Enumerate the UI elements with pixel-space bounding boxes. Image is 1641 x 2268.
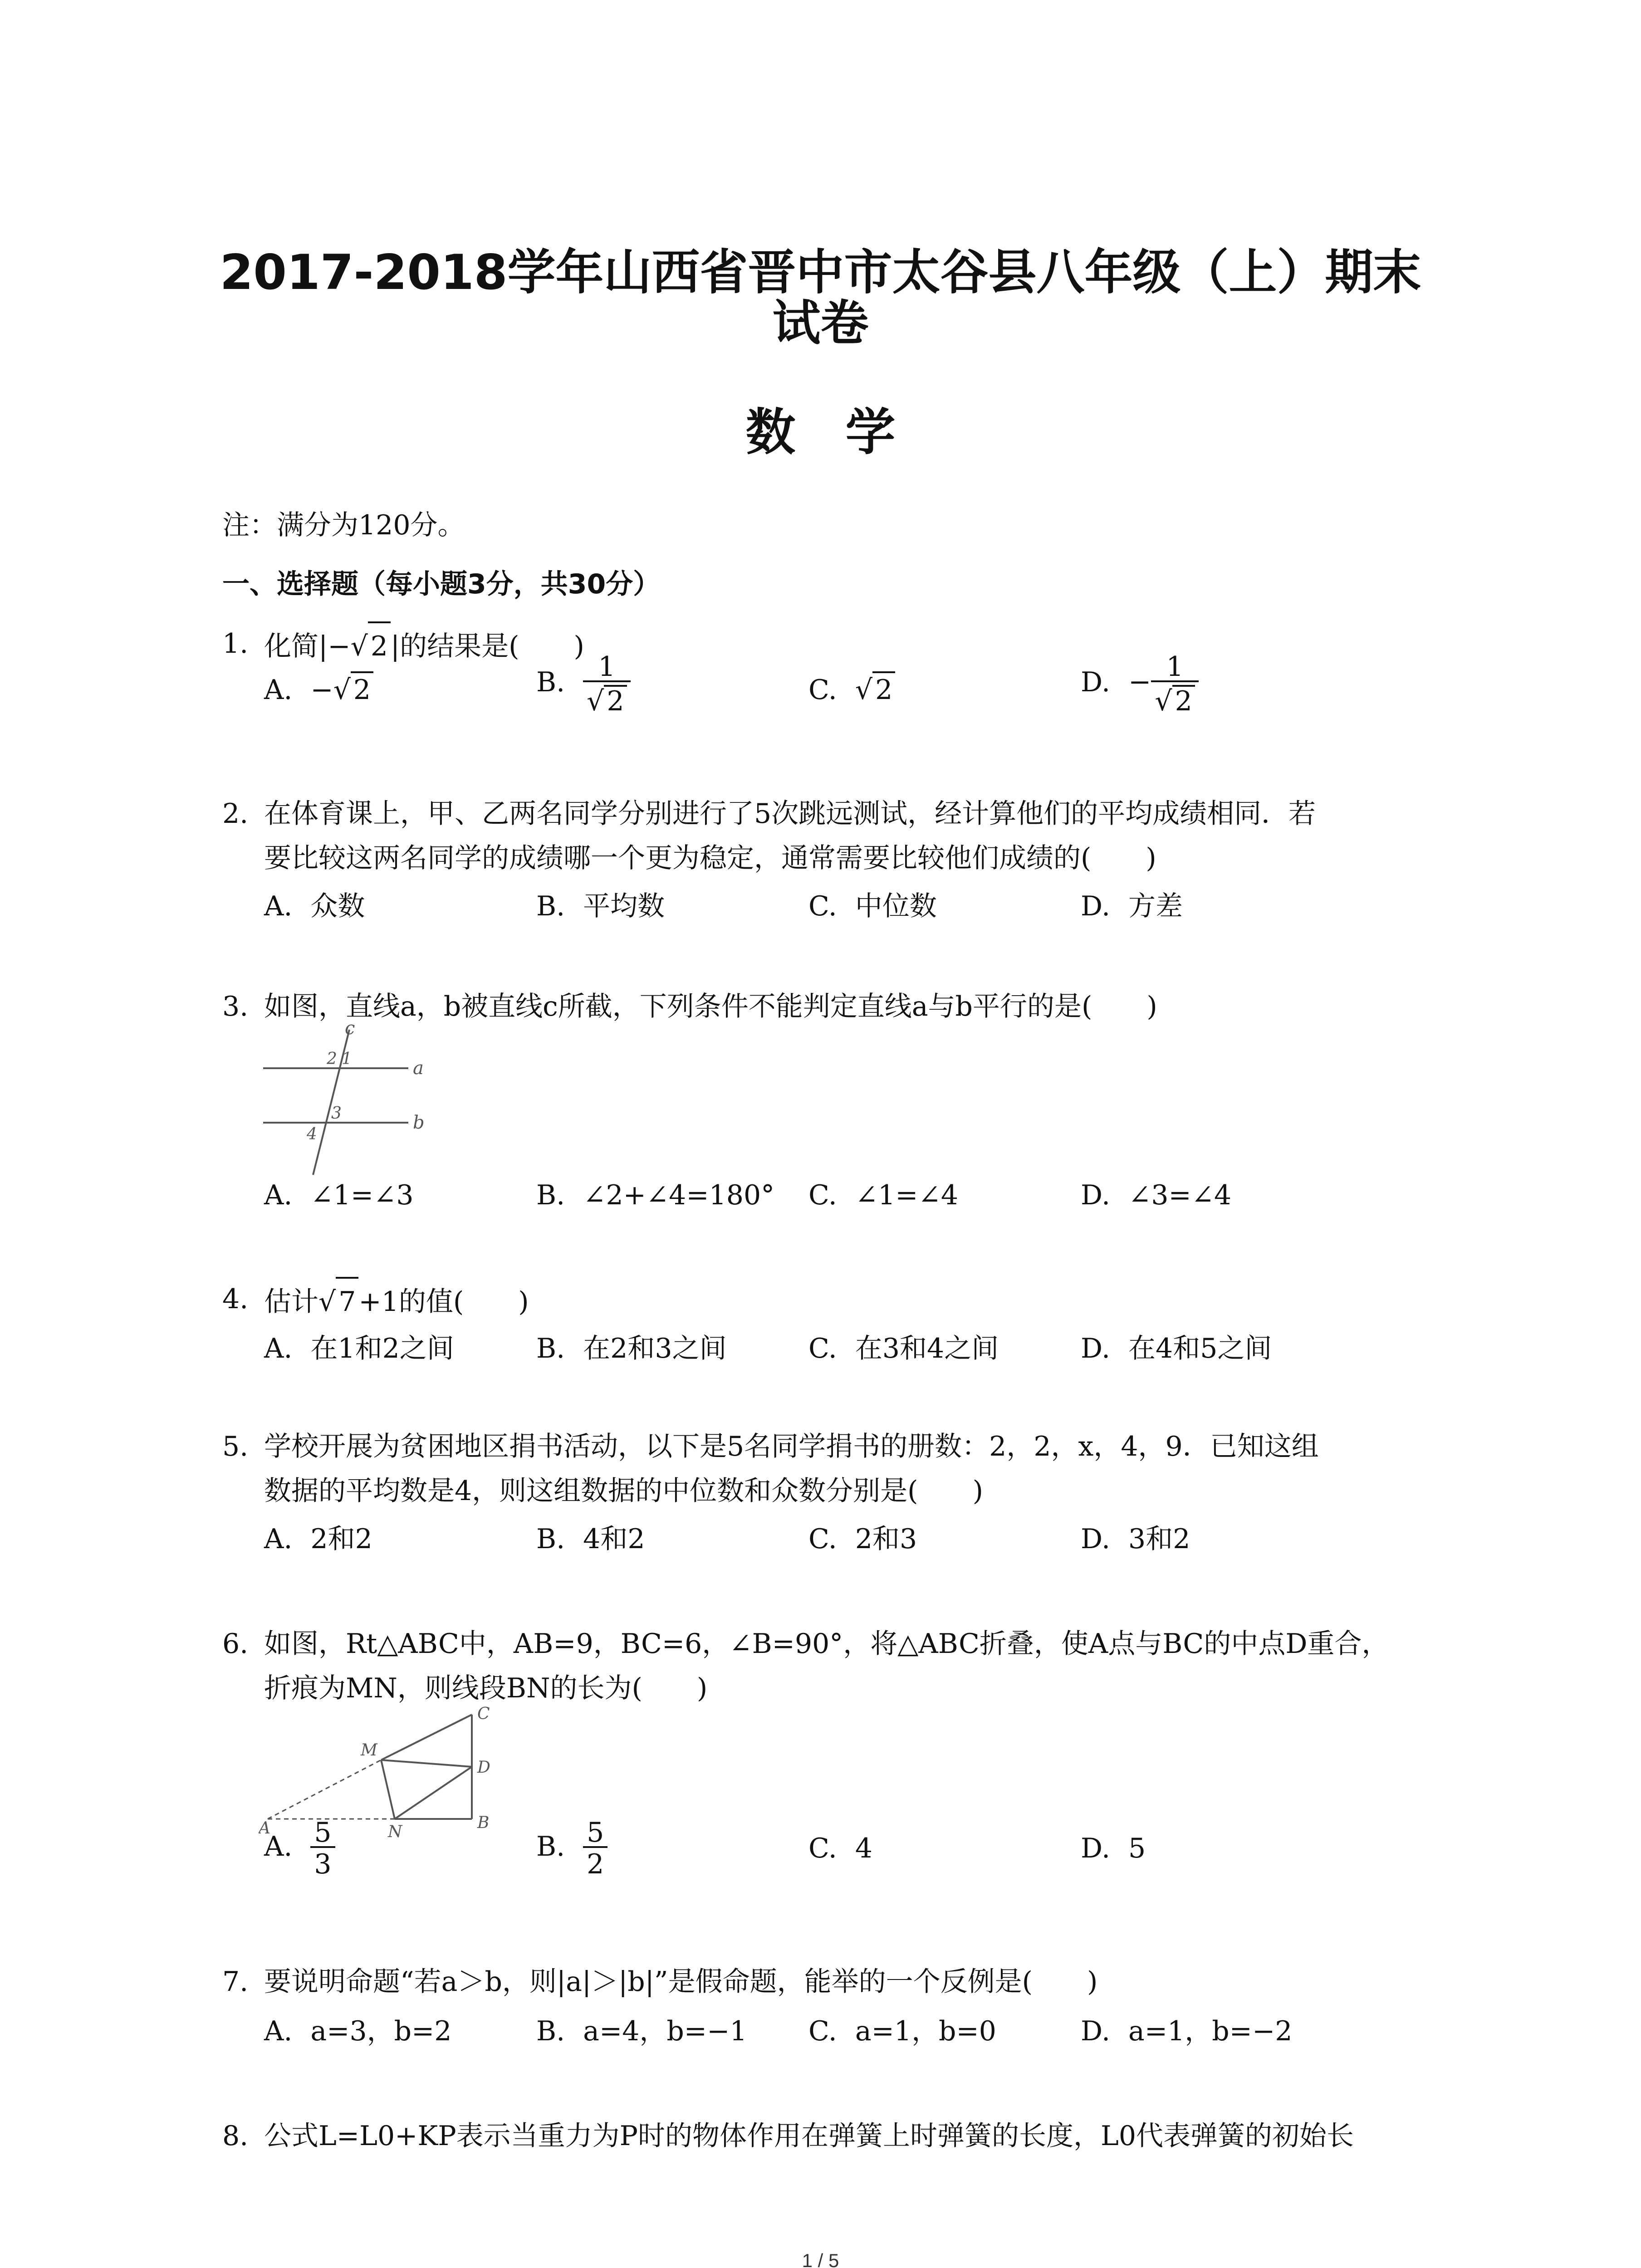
option-c[interactable] [808, 1833, 872, 1864]
option-a[interactable] [264, 885, 365, 924]
sqrt-expression: √ 2 [333, 671, 373, 706]
option-a[interactable] [264, 671, 373, 706]
angle-label-1: 1 [342, 1050, 352, 1068]
option-text: 方差 [1128, 890, 1183, 922]
option-b[interactable] [536, 1179, 774, 1211]
question-number: 4. [222, 1283, 249, 1315]
question-stem [264, 621, 1453, 669]
option-label: A. [264, 1179, 293, 1211]
option-text: ∠1=∠4 [855, 1179, 959, 1211]
option-label: D. [1081, 1833, 1111, 1864]
label-m: M [361, 1741, 377, 1760]
option-label: C. [808, 890, 837, 922]
option-b[interactable] [536, 1517, 645, 1556]
option-b[interactable] [536, 885, 665, 924]
question-7-options [264, 2009, 1444, 2073]
option-a[interactable] [264, 1517, 372, 1556]
minus-sign: − [1128, 666, 1151, 698]
question-number: 8. [222, 2120, 249, 2152]
option-label: C. [808, 674, 837, 706]
option-label: B. [536, 2015, 565, 2047]
question-number: 6. [222, 1628, 249, 1660]
subject-heading: 数学 [745, 403, 945, 461]
option-text: a=3，b=2 [310, 2015, 452, 2047]
option-a[interactable] [264, 1327, 454, 1366]
page-number: 1 / 5 [802, 2250, 839, 2268]
fraction [1151, 653, 1198, 715]
numerator: 1 [1151, 653, 1198, 682]
option-c[interactable] [808, 1517, 917, 1556]
segment-am [268, 1760, 381, 1819]
option-text: 在2和3之间 [583, 1333, 727, 1364]
angle-label-2: 2 [327, 1050, 337, 1068]
question-stem-line2: 折痕为MN，则线段BN的长为( ) [264, 1672, 708, 1704]
question-1-options [264, 651, 1444, 735]
question-4-options [264, 1327, 1444, 1390]
stem-text: 估计 [264, 1286, 318, 1318]
stem-text: +1的值( ) [358, 1286, 529, 1318]
option-b[interactable] [536, 1327, 727, 1366]
label-a: A [259, 1819, 270, 1838]
radicand: 2 [1172, 685, 1195, 715]
question-stem-line1: 在体育课上，甲、乙两名同学分别进行了5次跳远测试，经计算他们的平均成绩相同．若 [264, 798, 1316, 830]
option-text: 2和2 [310, 1523, 372, 1555]
option-d[interactable] [1081, 2009, 1292, 2048]
sqrt-expression: √ 2 [855, 671, 895, 706]
option-text: 中位数 [855, 890, 937, 922]
stem-text: |的结果是( ) [390, 631, 584, 662]
segment-nd [395, 1767, 472, 1819]
label-c: c [345, 1021, 355, 1039]
question-stem: 要说明命题“若a＞b，则|a|＞|b|”是假命题，能举的一个反例是( ) [264, 1966, 1098, 1998]
segment-md [381, 1760, 472, 1767]
question-stem-line2: 数据的平均数是4，则这组数据的中位数和众数分别是( ) [264, 1475, 983, 1507]
question-stem-line1: 如图，Rt△ABC中，AB=9，BC=6，∠B=90°，将△ABC折叠，使A点与BC的中点D重合， [264, 1628, 1389, 1660]
option-label: D. [1081, 666, 1111, 698]
option-text: a=4，b=−1 [583, 2015, 747, 2047]
sqrt-expression: √ 2 [351, 621, 391, 669]
sqrt-expression: √ 2 [1151, 682, 1198, 715]
option-label: B. [536, 666, 565, 698]
option-d[interactable] [1081, 1833, 1146, 1864]
option-text: a=1，b=0 [855, 2015, 996, 2047]
numerator: 5 [310, 1819, 335, 1848]
option-label: C. [808, 1833, 837, 1864]
parallel-lines-diagram [259, 1021, 449, 1184]
option-c[interactable] [808, 1327, 999, 1366]
option-a[interactable] [264, 1179, 414, 1211]
option-text: 4和2 [583, 1523, 645, 1555]
option-d[interactable] [1081, 1517, 1190, 1556]
option-text: 在3和4之间 [855, 1333, 999, 1364]
option-label: B. [536, 1523, 565, 1555]
sqrt-expression: √ 7 [318, 1277, 358, 1324]
option-c[interactable] [808, 671, 895, 706]
fold-line-mn [381, 1760, 395, 1819]
question-number: 2. [222, 798, 249, 830]
option-text: ∠3=∠4 [1128, 1179, 1232, 1211]
title-block [0, 244, 1641, 351]
option-label: A. [264, 1523, 293, 1555]
label-c: C [477, 1706, 490, 1723]
denominator: 2 [587, 1848, 604, 1880]
numerator: 5 [583, 1819, 607, 1848]
option-label: A. [264, 890, 293, 922]
option-label: B. [536, 1830, 565, 1862]
option-label: A. [264, 1333, 293, 1364]
option-text: 在1和2之间 [310, 1333, 454, 1364]
minus-sign: − [310, 674, 333, 706]
option-text: a=1，b=−2 [1128, 2015, 1293, 2047]
radicand: 2 [351, 671, 373, 706]
label-d: D [477, 1758, 490, 1777]
option-b[interactable] [536, 2009, 747, 2048]
stem-text: 化简|− [264, 631, 351, 662]
option-label: D. [1081, 2015, 1111, 2047]
option-a[interactable] [264, 1819, 335, 1878]
option-c[interactable] [808, 1179, 958, 1211]
sqrt-expression: √ 2 [583, 682, 630, 715]
option-d[interactable] [1081, 1179, 1231, 1211]
option-d[interactable] [1081, 1327, 1272, 1366]
option-d[interactable] [1081, 885, 1183, 924]
option-text: ∠2+∠4=180° [583, 1179, 775, 1211]
radicand: 2 [872, 671, 895, 706]
angle-label-4: 4 [307, 1125, 317, 1144]
section-heading: 一、选择题（每小题3分，共30分） [222, 568, 661, 600]
numerator: 1 [583, 653, 630, 682]
question-stem: 公式L=L0+KP表示当重力为P时的物体作用在弹簧上时弹簧的长度，L0代表弹簧的初始长 [264, 2120, 1354, 2152]
score-note: 注：满分为120分。 [222, 509, 465, 541]
question-2-options [264, 885, 1444, 948]
option-text: 平均数 [583, 890, 665, 922]
option-label: D. [1081, 1179, 1111, 1211]
option-text: 4 [855, 1833, 873, 1864]
exam-title-line2: 试卷 [772, 295, 869, 351]
question-stem-line1: 学校开展为贫困地区捐书活动，以下是5名同学捐书的册数：2，2，x，4，9．已知这组 [264, 1431, 1319, 1462]
question-5-options [264, 1517, 1444, 1581]
option-text: 在4和5之间 [1128, 1333, 1272, 1364]
option-label: A. [264, 2015, 293, 2047]
label-a: a [413, 1058, 424, 1079]
option-b[interactable] [536, 1819, 607, 1878]
option-label: D. [1081, 1523, 1111, 1555]
option-a[interactable] [264, 2009, 451, 2048]
question-stem [264, 1277, 1453, 1324]
question-number: 3. [222, 991, 249, 1022]
option-label: A. [264, 674, 293, 706]
option-label: B. [536, 1179, 565, 1211]
question-number: 7. [222, 1966, 249, 1998]
question-number: 5. [222, 1431, 249, 1462]
option-label: D. [1081, 1333, 1111, 1364]
fraction [310, 1819, 335, 1878]
option-label: A. [264, 1830, 293, 1862]
option-label: C. [808, 1333, 837, 1364]
option-d[interactable] [1081, 653, 1199, 715]
fraction [583, 1819, 607, 1878]
label-n: N [388, 1823, 402, 1841]
denominator: 3 [314, 1848, 332, 1880]
question-number: 1. [222, 628, 249, 660]
question-6-options [264, 1817, 1444, 1896]
option-c[interactable] [808, 2009, 996, 2048]
question-stem: 如图，直线a，b被直线c所截，下列条件不能判定直线a与b平行的是( ) [264, 991, 1157, 1022]
option-text: ∠1=∠3 [310, 1179, 414, 1211]
option-c[interactable] [808, 885, 937, 924]
option-label: C. [808, 1523, 837, 1555]
angle-label-3: 3 [331, 1104, 342, 1123]
option-label: C. [808, 2015, 837, 2047]
option-label: B. [536, 1333, 565, 1364]
option-label: C. [808, 1179, 837, 1211]
fraction [583, 653, 630, 715]
option-text: 2和3 [855, 1523, 917, 1555]
option-text: 众数 [310, 890, 365, 922]
radicand: 2 [368, 621, 391, 669]
segment-cm [381, 1715, 472, 1760]
parallel-lines-figure [259, 1021, 449, 1186]
exam-title-line1: 2017-2018学年山西省晋中市太谷县八年级（上）期末 [220, 244, 1421, 300]
option-b[interactable] [536, 653, 631, 715]
label-b: B [477, 1813, 490, 1832]
radicand: 7 [336, 1277, 358, 1324]
question-3-options [264, 1179, 1444, 1243]
option-text: 3和2 [1128, 1523, 1190, 1555]
radicand: 2 [604, 685, 627, 715]
question-stem-line2: 要比较这两名同学的成绩哪一个更为稳定，通常需要比较他们成绩的( ) [264, 842, 1156, 874]
option-label: B. [536, 890, 565, 922]
option-label: D. [1081, 890, 1111, 922]
option-text: 5 [1128, 1833, 1146, 1864]
label-b: b [413, 1112, 425, 1133]
